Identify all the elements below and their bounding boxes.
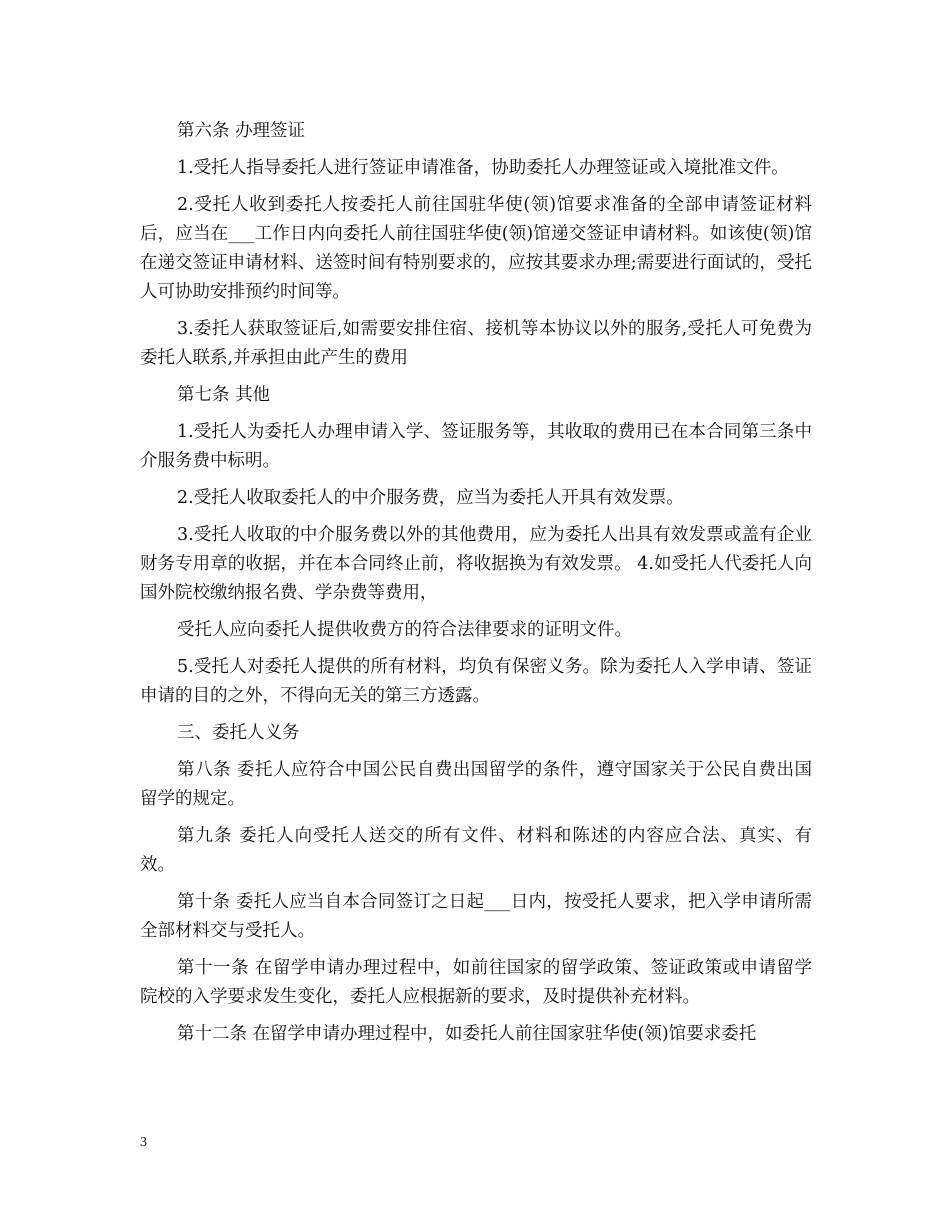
document-body [140, 117, 812, 1057]
paragraph: 2.受托人收取委托人的中介服务费，应当为委托人开具有效发票。 [177, 488, 684, 508]
paragraph: 1.受托人指导委托人进行签证申请准备，协助委托人办理签证或入境批准文件。 [177, 158, 789, 178]
paragraph: 第十二条 在留学申请办理过程中，如委托人前往国家驻华使(领)馆要求委托 [177, 1024, 757, 1044]
paragraph: 5.受托人对委托人提供的所有材料，均负有保密义务。除为委托人入学申请、签证申请的目的之外，不得向无关的第三方透露。 [140, 657, 812, 706]
section-heading-article-7: 第七条 其他 [177, 385, 271, 405]
paragraph: 第十一条 在留学申请办理过程中，如前往国家的留学政策、签证政策或申请留学院校的入学要求发生变化，委托人应根据新的要求，及时提供补充材料。 [140, 958, 812, 1007]
paragraph: 第八条 委托人应符合中国公民自费出国留学的条件，遵守国家关于公民自费出国留学的规定。 [140, 760, 812, 809]
section-heading-client-obligations: 三、委托人义务 [177, 723, 300, 743]
paragraph: 第九条 委托人向受托人送交的所有文件、材料和陈述的内容应合法、真实、有效。 [140, 826, 812, 875]
paragraph: 3.受托人收取的中介服务费以外的其他费用，应为委托人出具有效发票或盖有企业财务专用章的收据，并在本合同终止前，将收据换为有效发票。 4.如受托人代委托人向国外院校缴纳报名费、学杂费等费用， [140, 525, 812, 603]
section-heading-article-6: 第六条 办理签证 [177, 121, 306, 141]
paragraph: 第十条 委托人应当自本合同签订之日起___日内，按受托人要求，把入学申请所需全部材料交与受托人。 [140, 892, 812, 941]
paragraph: 受托人应向委托人提供收费方的符合法律要求的证明文件。 [177, 620, 632, 640]
page-number: 3 [140, 1135, 147, 1150]
paragraph: 1.受托人为委托人办理申请入学、签证服务等，其收取的费用已在本合同第三条中介服务费中标明。 [140, 422, 812, 471]
paragraph: 2.受托人收到委托人按委托人前往国驻华使(领)馆要求准备的全部申请签证材料后，应当在___工作日内向委托人前往国驻华使(领)馆递交签证申请材料。如该使(领)馆在递交签证申请材料、送签时间有特别要求的，应按其要求办理;需要进行面试的，受托人可协助安排预约时间等。 [140, 195, 812, 302]
paragraph: 3.委托人获取签证后,如需要安排住宿、接机等本协议以外的服务,受托人可免费为委托人联系,并承担由此产生的费用 [140, 319, 812, 368]
